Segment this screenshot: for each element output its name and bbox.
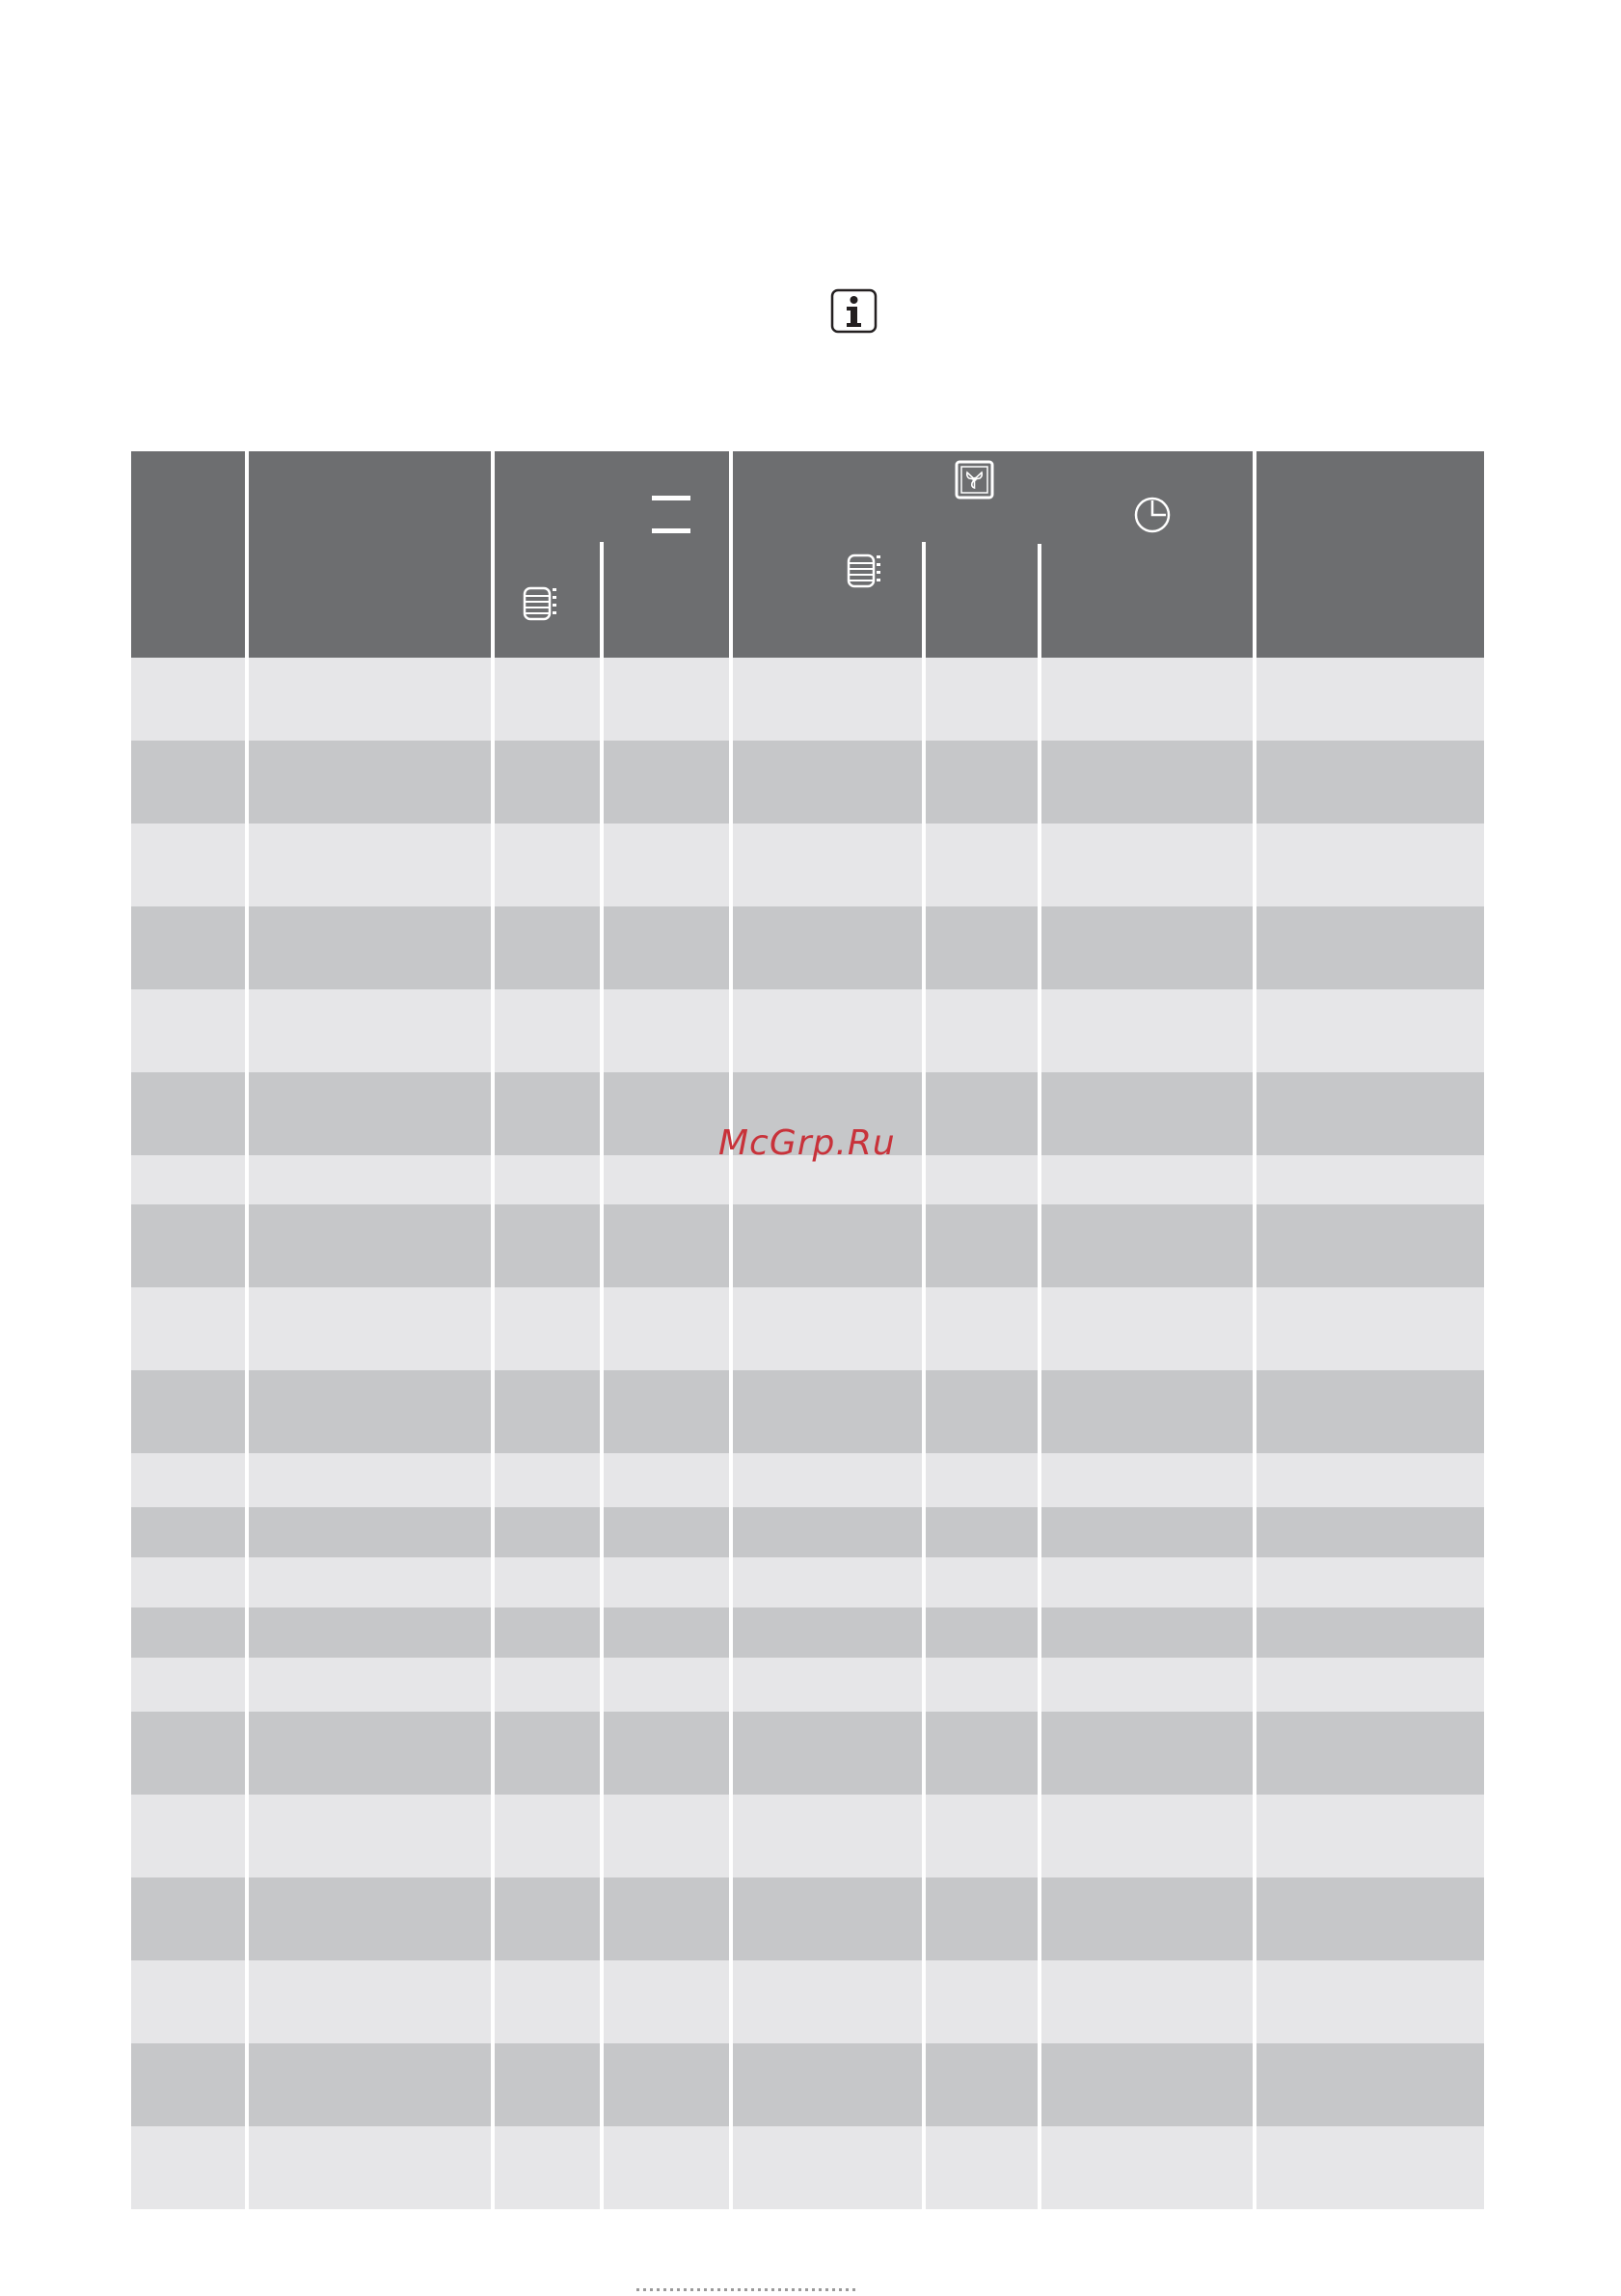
table-cell [926, 1287, 1038, 1370]
table-row [131, 741, 1484, 824]
table-cell [249, 1507, 491, 1557]
table-cell [926, 2126, 1038, 2209]
table-cell [604, 1287, 729, 1370]
table-cell [495, 1072, 600, 1155]
table-cell [1041, 1453, 1253, 1507]
table-cell [604, 989, 729, 1072]
table-cell [604, 1960, 729, 2043]
table-cell [733, 1795, 922, 1877]
table-cell [249, 1557, 491, 1607]
conventional-cooking-icon [652, 496, 692, 534]
table-cell [495, 906, 600, 989]
table-cell [131, 1712, 245, 1795]
table-cell [1041, 1155, 1253, 1204]
table-cell [604, 1877, 729, 1960]
table-cell [131, 658, 245, 741]
cooking-table [131, 451, 1484, 2209]
table-cell [131, 824, 245, 906]
table-cell [926, 1607, 1038, 1658]
table-cell [733, 1370, 922, 1453]
table-cell [1041, 1607, 1253, 1658]
table-cell [926, 906, 1038, 989]
table-row [131, 989, 1484, 1072]
table-cell [926, 1204, 1038, 1287]
table-cell [131, 1607, 245, 1658]
table-cell [1041, 1507, 1253, 1557]
table-cell [131, 1072, 245, 1155]
table-cell [1256, 1155, 1484, 1204]
table-cell [926, 1658, 1038, 1712]
table-row [131, 2126, 1484, 2209]
table-cell [604, 741, 729, 824]
table-cell [733, 1204, 922, 1287]
table-cell [495, 1795, 600, 1877]
table-row [131, 1287, 1484, 1370]
table-cell [131, 1507, 245, 1557]
table-cell [926, 1507, 1038, 1557]
table-cell [1041, 824, 1253, 906]
clock-icon [1133, 496, 1172, 534]
table-cell [495, 989, 600, 1072]
table-cell [131, 989, 245, 1072]
table-cell [733, 906, 922, 989]
table-cell [926, 1557, 1038, 1607]
table-cell [249, 906, 491, 989]
table-cell [1256, 1507, 1484, 1557]
table-cell [604, 1658, 729, 1712]
table-cell [249, 741, 491, 824]
table-cell [926, 1877, 1038, 1960]
table-cell [495, 1658, 600, 1712]
table-cell [733, 1960, 922, 2043]
table-cell [604, 1155, 729, 1204]
table-cell [495, 824, 600, 906]
table-cell [1256, 1795, 1484, 1877]
table-cell [733, 741, 922, 824]
table-cell [1256, 1877, 1484, 1960]
table-cell [1256, 1712, 1484, 1795]
table-cell [495, 1287, 600, 1370]
table-row [131, 906, 1484, 989]
table-cell [1256, 1658, 1484, 1712]
table-cell [1256, 658, 1484, 741]
table-cell [733, 1453, 922, 1507]
table-cell [131, 1204, 245, 1287]
table-row [131, 1607, 1484, 1658]
table-row [131, 1795, 1484, 1877]
table-cell [926, 1155, 1038, 1204]
table-cell [1041, 1877, 1253, 1960]
table-cell [249, 1072, 491, 1155]
table-cell [495, 1453, 600, 1507]
table-cell [733, 1607, 922, 1658]
table-cell [1041, 989, 1253, 1072]
table-cell [131, 1453, 245, 1507]
table-cell [131, 1877, 245, 1960]
table-cell [1041, 1712, 1253, 1795]
table-row [131, 2043, 1484, 2126]
table-cell [495, 1507, 600, 1557]
table-cell [926, 1795, 1038, 1877]
table-cell [1041, 2126, 1253, 2209]
table-cell [131, 1795, 245, 1877]
table-cell [1256, 2043, 1484, 2126]
table-row [131, 1658, 1484, 1712]
table-cell [249, 1877, 491, 1960]
table-cell [604, 2126, 729, 2209]
footer-mark [636, 2288, 858, 2291]
table-cell [249, 989, 491, 1072]
table-cell [249, 1155, 491, 1204]
table-row [131, 1712, 1484, 1795]
table-cell [733, 824, 922, 906]
table-cell [131, 1557, 245, 1607]
table-cell [733, 1557, 922, 1607]
table-cell [1041, 1960, 1253, 2043]
table-row [131, 1453, 1484, 1507]
table-cell [926, 989, 1038, 1072]
table-cell [733, 1507, 922, 1557]
table-cell [249, 1607, 491, 1658]
table-cell [604, 1370, 729, 1453]
table-cell [1256, 1557, 1484, 1607]
table-cell [604, 1607, 729, 1658]
table-cell [604, 1712, 729, 1795]
table-cell [733, 1712, 922, 1795]
table-cell [131, 2043, 245, 2126]
table-cell [249, 1960, 491, 2043]
table-cell [249, 2126, 491, 2209]
shelf-level-icon [847, 554, 883, 588]
table-cell [926, 824, 1038, 906]
table-cell [1041, 1204, 1253, 1287]
table-cell [249, 1204, 491, 1287]
table-cell [1041, 1795, 1253, 1877]
table-cell [926, 2043, 1038, 2126]
table-cell [1256, 1370, 1484, 1453]
table-cell [249, 1712, 491, 1795]
table-cell [604, 1072, 729, 1155]
table-row [131, 1370, 1484, 1453]
table-row [131, 1557, 1484, 1607]
table-cell [249, 2043, 491, 2126]
table-row [131, 1877, 1484, 1960]
table-row [131, 1204, 1484, 1287]
table-cell [495, 2126, 600, 2209]
table-cell [495, 1204, 600, 1287]
table-cell [495, 1960, 600, 2043]
table-cell [495, 658, 600, 741]
table-cell [249, 1658, 491, 1712]
table-cell [131, 1960, 245, 2043]
table-cell [1041, 1287, 1253, 1370]
table-cell [926, 658, 1038, 741]
table-cell [495, 1370, 600, 1453]
table-cell [131, 1155, 245, 1204]
table-cell [1256, 906, 1484, 989]
table-cell [1256, 741, 1484, 824]
table-cell [604, 658, 729, 741]
table-cell [495, 1877, 600, 1960]
table-cell [1256, 1072, 1484, 1155]
shelf-level-icon [523, 586, 559, 621]
table-body [131, 658, 1484, 2209]
table-cell [131, 1287, 245, 1370]
table-cell [733, 658, 922, 741]
table-cell [926, 1453, 1038, 1507]
table-cell [604, 1204, 729, 1287]
table-row [131, 658, 1484, 741]
table-cell [604, 1795, 729, 1877]
table-cell [1041, 1072, 1253, 1155]
table-cell [733, 989, 922, 1072]
table-cell [1256, 1960, 1484, 2043]
table-cell [604, 2043, 729, 2126]
table-cell [1256, 989, 1484, 1072]
table-cell [1041, 658, 1253, 741]
table-cell [604, 906, 729, 989]
table-cell [1256, 824, 1484, 906]
table-cell [1256, 1287, 1484, 1370]
table-header [131, 451, 1484, 658]
table-cell [131, 741, 245, 824]
table-cell [1256, 2126, 1484, 2209]
table-cell [926, 1072, 1038, 1155]
table-cell [131, 906, 245, 989]
table-cell [495, 1155, 600, 1204]
info-icon [830, 288, 878, 334]
table-cell [495, 1607, 600, 1658]
table-cell [495, 1557, 600, 1607]
table-cell [1256, 1204, 1484, 1287]
table-cell [131, 1658, 245, 1712]
table-cell [604, 1453, 729, 1507]
table-cell [1041, 1658, 1253, 1712]
table-cell [733, 1287, 922, 1370]
table-cell [495, 741, 600, 824]
table-cell [1256, 1607, 1484, 1658]
table-cell [1041, 2043, 1253, 2126]
table-row [131, 824, 1484, 906]
table-cell [926, 1712, 1038, 1795]
watermark: McGrp.Ru [718, 1123, 896, 1163]
table-cell [604, 1507, 729, 1557]
table-cell [733, 1658, 922, 1712]
table-cell [249, 658, 491, 741]
table-cell [604, 1557, 729, 1607]
table-row [131, 1507, 1484, 1557]
table-cell [926, 741, 1038, 824]
table-cell [131, 2126, 245, 2209]
table-cell [1041, 906, 1253, 989]
table-cell [733, 1877, 922, 1960]
table-cell [926, 1960, 1038, 2043]
table-cell [733, 2126, 922, 2209]
table-cell [249, 1287, 491, 1370]
table-cell [131, 1370, 245, 1453]
table-cell [249, 1370, 491, 1453]
table-row [131, 1960, 1484, 2043]
table-cell [495, 2043, 600, 2126]
table-cell [1256, 1453, 1484, 1507]
table-cell [926, 1370, 1038, 1453]
table-cell [249, 1795, 491, 1877]
table-cell [733, 2043, 922, 2126]
table-cell [1041, 1557, 1253, 1607]
fan-cooking-icon [955, 460, 995, 500]
table-cell [495, 1712, 600, 1795]
table-cell [604, 824, 729, 906]
table-cell [249, 824, 491, 906]
table-cell [1041, 741, 1253, 824]
table-cell [1041, 1370, 1253, 1453]
table-cell [249, 1453, 491, 1507]
